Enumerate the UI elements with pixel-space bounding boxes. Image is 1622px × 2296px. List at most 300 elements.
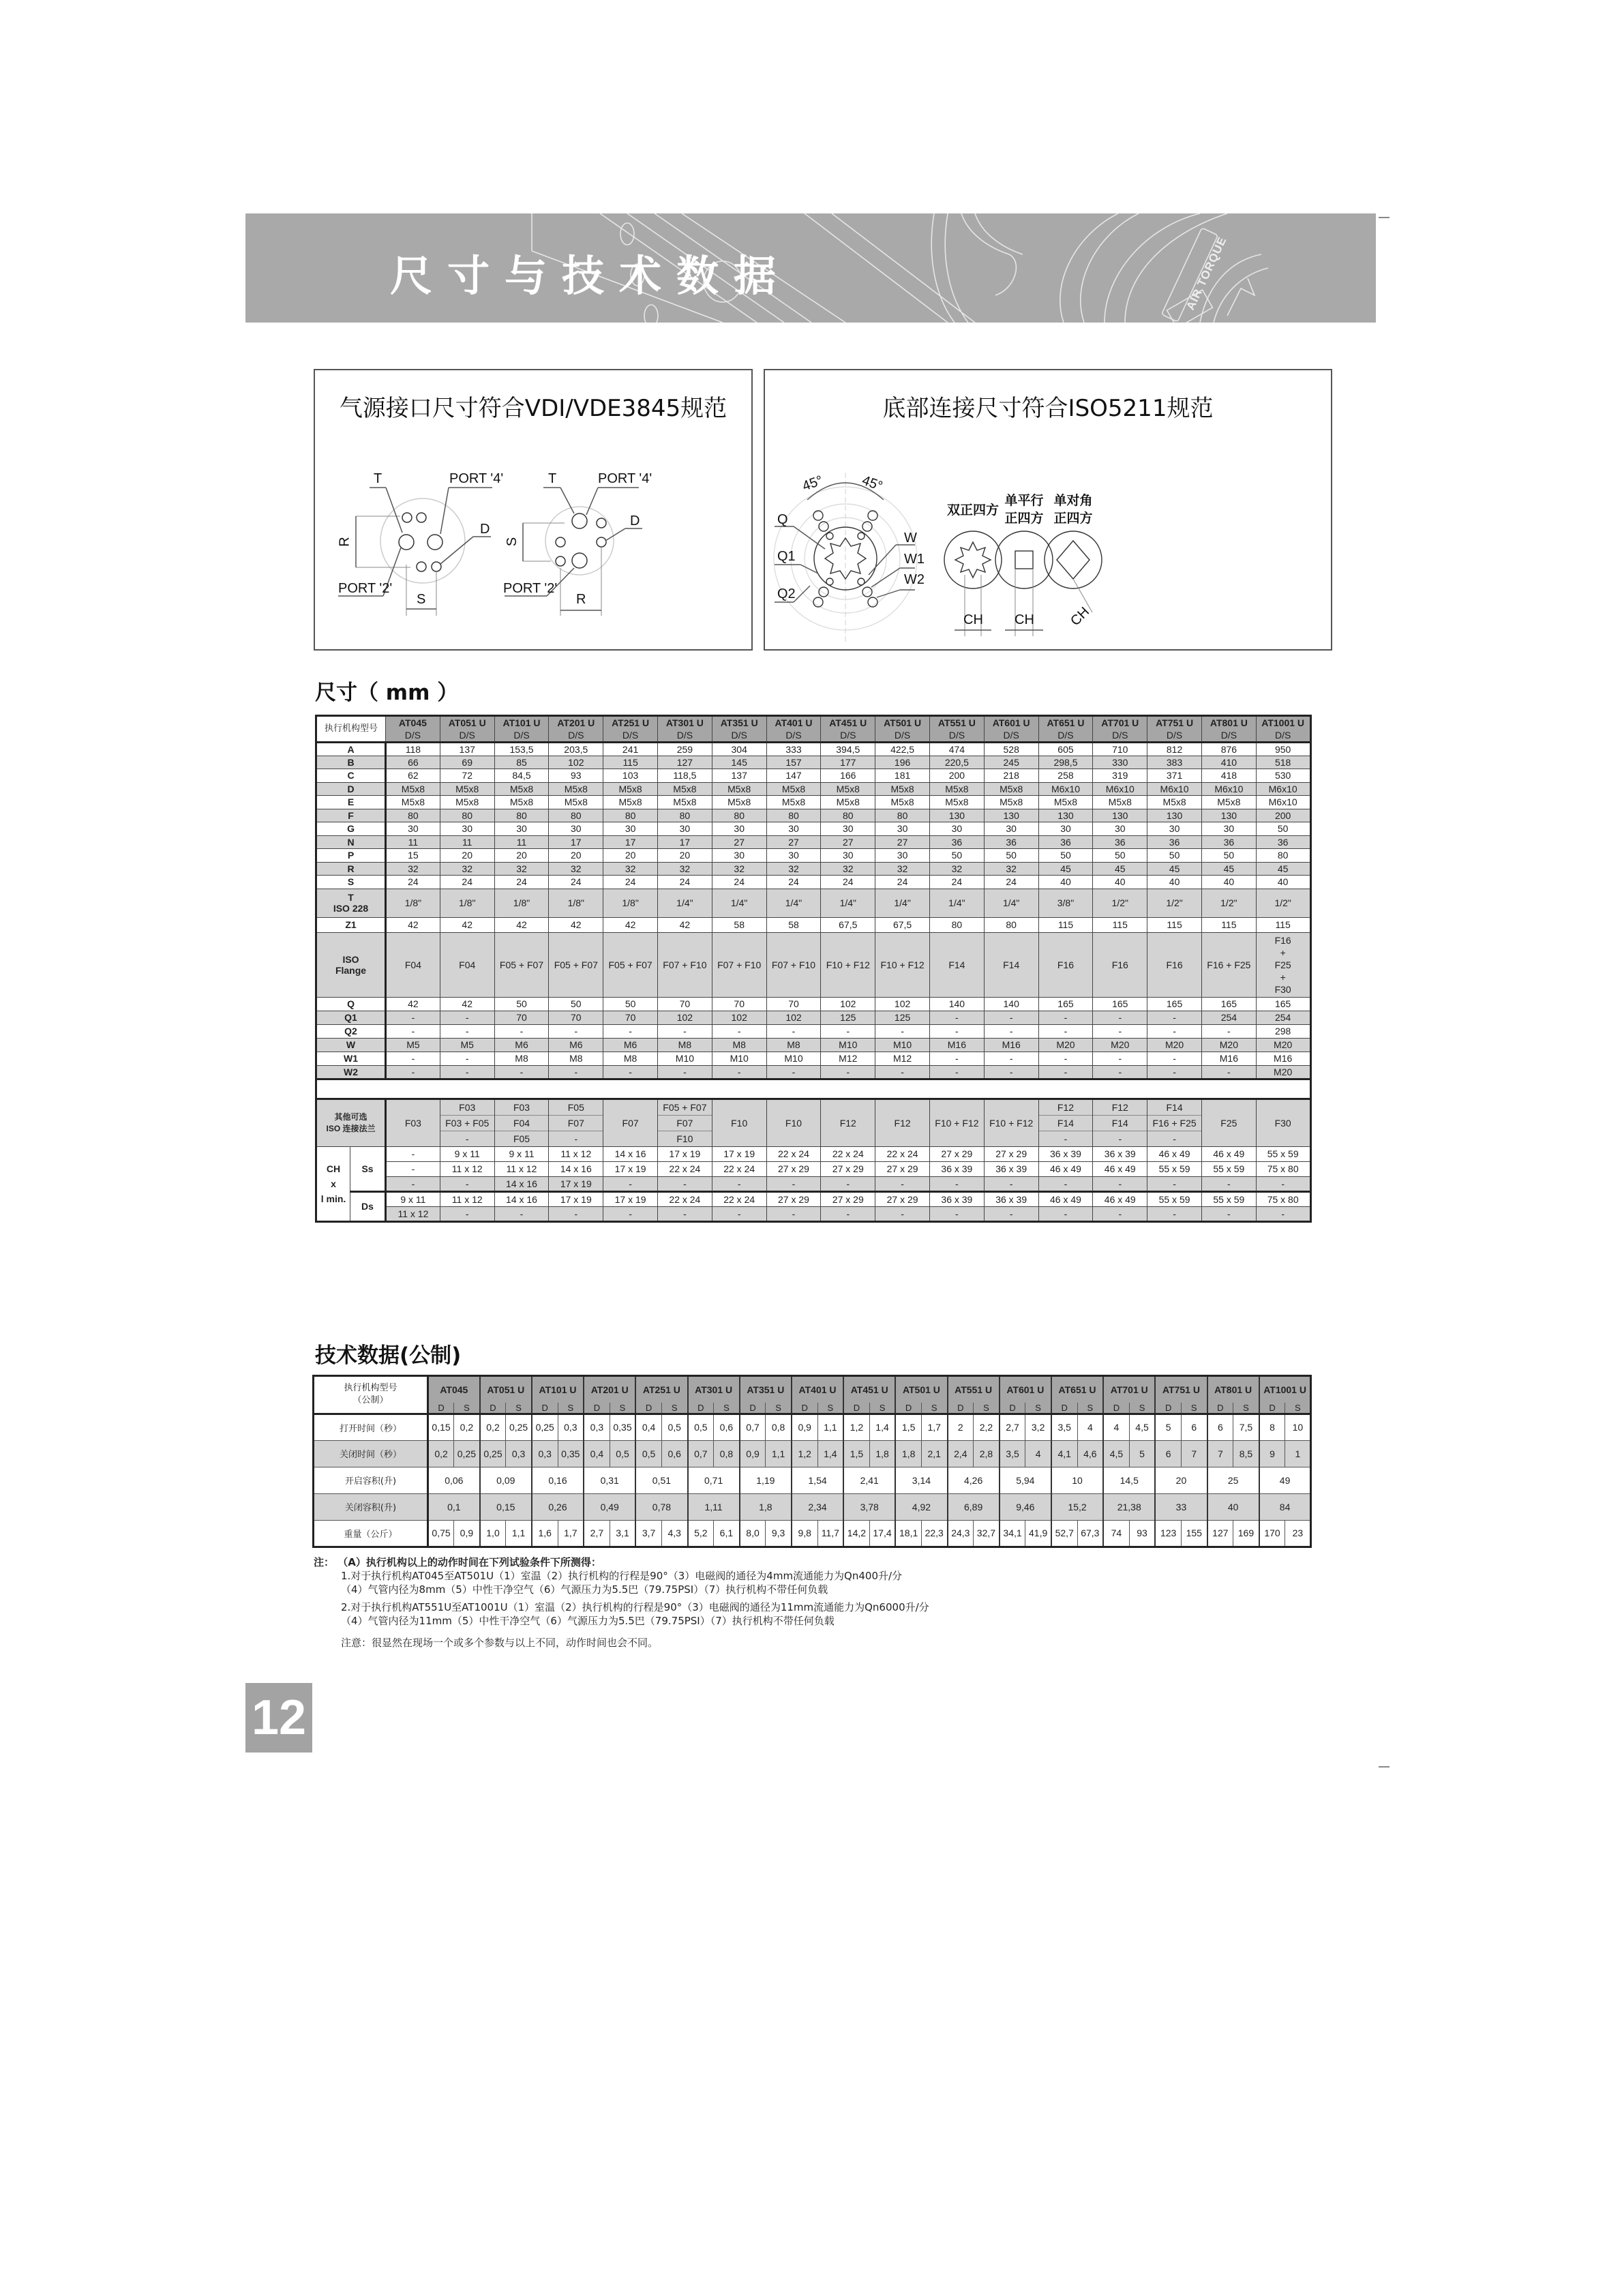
cell: 30 — [1147, 822, 1202, 836]
cell: 3/8" — [1038, 889, 1093, 917]
cell: 32 — [766, 862, 821, 876]
cell: 165 — [1147, 997, 1202, 1011]
cell: - — [440, 1176, 494, 1191]
double-acting-header: D — [1259, 1403, 1285, 1414]
model-header: AT045 — [428, 1376, 480, 1403]
cell: F12 — [875, 1099, 930, 1146]
cell: 0,5 — [688, 1414, 714, 1440]
note-2a: 2.对于执行机构AT551U至AT1001U（1）室温（2）执行机构的行程是90°（3）电磁阀的通径为11mm流通能力为Qn6000升/分 — [341, 1601, 929, 1613]
cell: 36 x 39 — [1038, 1146, 1093, 1161]
cell: F16 — [1038, 932, 1093, 997]
ss-label: Ss — [350, 1146, 386, 1191]
cell: - — [929, 1176, 984, 1191]
cell: 3,5 — [1051, 1414, 1077, 1440]
cell: F03 — [386, 1099, 440, 1146]
cell: 27 x 29 — [766, 1191, 821, 1206]
cell: M5x8 — [1093, 796, 1147, 809]
label-W2: W2 — [904, 572, 925, 587]
cell: F10 — [712, 1099, 766, 1146]
cell: 75 x 80 — [1256, 1191, 1310, 1206]
cell: 80 — [712, 809, 766, 822]
model-name: AT651 U — [1047, 717, 1085, 728]
cell-line: F07 — [549, 1115, 603, 1131]
cell: 42 — [386, 997, 440, 1011]
cell: - — [1093, 1011, 1147, 1024]
label-Q1: Q1 — [777, 549, 796, 564]
cell — [1038, 1099, 1093, 1146]
cell: 1/4" — [821, 889, 875, 917]
note-heading — [314, 1555, 1302, 1569]
row-label-line: ISO — [342, 953, 359, 965]
label-D: D — [630, 513, 640, 528]
cell: 115 — [1256, 917, 1310, 932]
cell: M5x8 — [984, 782, 1038, 796]
corner-line: （公制） — [352, 1395, 389, 1406]
cell — [1256, 932, 1310, 997]
cell: 46 x 49 — [1038, 1191, 1093, 1206]
spring-return-header: S — [1233, 1403, 1259, 1414]
cell: 42 — [440, 917, 494, 932]
cell: 46 x 49 — [1038, 1161, 1093, 1176]
cell: - — [712, 1065, 766, 1079]
double-acting-header: D — [428, 1403, 454, 1414]
cell: M8 — [549, 1052, 603, 1065]
cell: F25 — [1201, 1099, 1256, 1146]
cell: - — [712, 1176, 766, 1191]
cell: 0,3 — [558, 1414, 584, 1440]
cell: 27 x 29 — [766, 1161, 821, 1176]
cell: 32 — [658, 862, 712, 876]
cell: - — [929, 1052, 984, 1065]
cell: 0,5 — [610, 1440, 635, 1467]
cell: 1,6 — [532, 1520, 558, 1547]
cell: F10 + F12 — [929, 1099, 984, 1146]
cell: M5 — [386, 1038, 440, 1052]
cell: 32 — [440, 862, 494, 876]
cell: 102 — [658, 1011, 712, 1024]
row-label: F — [316, 809, 386, 822]
cell: 30 — [984, 822, 1038, 836]
cell: 40 — [1207, 1493, 1259, 1520]
cell: 0,9 — [454, 1520, 480, 1547]
model-header: AT401 U — [792, 1376, 843, 1403]
cell: 33 — [1155, 1493, 1207, 1520]
cell: 75 x 80 — [1256, 1161, 1310, 1176]
cell: 0,2 — [480, 1414, 506, 1440]
ds-label: D/S — [948, 730, 965, 741]
cell: 18,1 — [895, 1520, 921, 1547]
table-row — [314, 1414, 1311, 1440]
table-row — [316, 1024, 1311, 1038]
cell: 17 x 19 — [549, 1176, 603, 1191]
cell: 24 — [821, 876, 875, 889]
cell: - — [1147, 1176, 1202, 1191]
cell: M10 — [658, 1052, 712, 1065]
cell: F12 — [821, 1099, 875, 1146]
cell: 17 x 19 — [712, 1146, 766, 1161]
cell: 74 — [1103, 1520, 1129, 1547]
label-R: R — [576, 592, 586, 607]
cell: 254 — [1201, 1011, 1256, 1024]
cell-line: F03 — [513, 1101, 530, 1113]
model-header: AT701 U — [1103, 1376, 1155, 1403]
model-header: AT201 U — [584, 1376, 635, 1403]
cell: - — [386, 1052, 440, 1065]
cell: 115 — [1093, 917, 1147, 932]
cell: 67,5 — [875, 917, 930, 932]
cell: 165 — [1093, 997, 1147, 1011]
cell: - — [440, 1065, 494, 1079]
model-header — [1147, 716, 1202, 743]
cell: F05 + F07 — [603, 932, 658, 997]
cell: M20 — [1093, 1038, 1147, 1052]
cell: 52,7 — [1051, 1520, 1077, 1547]
cell: 169 — [1233, 1520, 1259, 1547]
cell: 84,5 — [494, 769, 549, 783]
spring-return-header: S — [661, 1403, 687, 1414]
cell: 17 x 19 — [603, 1161, 658, 1176]
row-label-line: T — [348, 892, 354, 903]
cell: F07 + F10 — [712, 932, 766, 997]
ds-label: D/S — [513, 730, 530, 741]
cell: - — [1147, 1011, 1202, 1024]
row-label: 关闭时间（秒） — [314, 1440, 428, 1467]
row-label: G — [316, 822, 386, 836]
cell: M16 — [984, 1038, 1038, 1052]
cell: - — [1256, 1176, 1310, 1191]
model-name: AT451 U — [829, 717, 867, 728]
cell: 22 x 24 — [712, 1191, 766, 1206]
cell: 11 x 12 — [494, 1161, 549, 1176]
model-header — [1256, 716, 1310, 743]
table-header-row — [314, 1403, 1311, 1414]
iso5211-diagram-panel — [764, 369, 1332, 651]
model-name: AT551 U — [937, 717, 976, 728]
label-port-4: PORT '4' — [598, 471, 652, 486]
cell: 22,3 — [921, 1520, 947, 1547]
cell: - — [1147, 1052, 1202, 1065]
label-angle-left: 45° — [800, 473, 825, 494]
row-label: Q1 — [316, 1011, 386, 1024]
cell: 153,5 — [494, 743, 549, 756]
label-D: D — [480, 522, 490, 537]
cell: 1,2 — [792, 1440, 817, 1467]
cell: 0,16 — [532, 1467, 584, 1493]
cell: 46 x 49 — [1201, 1146, 1256, 1161]
table-row — [316, 769, 1311, 783]
row-label — [316, 932, 386, 997]
cell: 0,78 — [635, 1493, 687, 1520]
label-Q: Q — [777, 512, 788, 527]
cell: M5x8 — [603, 782, 658, 796]
double-acting-header: D — [532, 1403, 558, 1414]
cell: - — [1038, 1011, 1093, 1024]
cell: 84 — [1259, 1493, 1311, 1520]
cell: 27 x 29 — [821, 1191, 875, 1206]
label-Q2: Q2 — [777, 586, 796, 601]
cell-line: F12 — [1111, 1101, 1128, 1113]
cell: 0,7 — [688, 1440, 714, 1467]
cell: - — [1201, 1024, 1256, 1038]
cell: 2,4 — [948, 1440, 974, 1467]
model-header: AT751 U — [1155, 1376, 1207, 1403]
cell: 24 — [766, 876, 821, 889]
table-row — [314, 1467, 1311, 1493]
cell: 166 — [821, 769, 875, 783]
model-header — [386, 716, 440, 743]
cell: 0,25 — [480, 1440, 506, 1467]
cell: F07 — [603, 1099, 658, 1146]
table-row — [316, 849, 1311, 863]
cell: 0,2 — [428, 1440, 454, 1467]
ch-label — [316, 1146, 350, 1221]
cell: 8,5 — [1233, 1440, 1259, 1467]
cell: 36 — [984, 835, 1038, 849]
spring-return-header: S — [974, 1403, 1000, 1414]
cell: - — [712, 1206, 766, 1221]
cell: M6x10 — [1256, 782, 1310, 796]
cell: 241 — [603, 743, 658, 756]
spring-return-header: S — [454, 1403, 480, 1414]
cell: 55 x 59 — [1147, 1191, 1202, 1206]
table-row — [316, 932, 1311, 997]
cell: 67,3 — [1077, 1520, 1103, 1547]
cell-line: F03 + F05 — [440, 1115, 494, 1131]
cell: 330 — [1093, 756, 1147, 769]
cell: - — [658, 1065, 712, 1079]
cell: 24,3 — [948, 1520, 974, 1547]
cell: 130 — [984, 809, 1038, 822]
cell: 115 — [1038, 917, 1093, 932]
cell: F10 — [766, 1099, 821, 1146]
cell: - — [603, 1065, 658, 1079]
row-label-line: ISO 228 — [333, 903, 369, 914]
table-row — [316, 1191, 1311, 1206]
cell: 170 — [1259, 1520, 1285, 1547]
cell: 333 — [766, 743, 821, 756]
cell: 36 x 39 — [1093, 1146, 1147, 1161]
cell: 1,7 — [558, 1520, 584, 1547]
cell: 30 — [766, 849, 821, 863]
cell: 298 — [1256, 1024, 1310, 1038]
cell: - — [1093, 1024, 1147, 1038]
cell: - — [549, 1065, 603, 1079]
label-S: S — [505, 537, 520, 547]
model-header — [929, 716, 984, 743]
cell: - — [1256, 1206, 1310, 1221]
cell: M5x8 — [712, 782, 766, 796]
cell-line: F05 — [495, 1131, 549, 1146]
cell — [658, 1099, 712, 1146]
label-angle-right: 45° — [860, 473, 885, 494]
cell: 181 — [875, 769, 930, 783]
cell: 24 — [440, 876, 494, 889]
cell: M10 — [875, 1038, 930, 1052]
cell: 6 — [1155, 1440, 1181, 1467]
cell: 14 x 16 — [494, 1191, 549, 1206]
cell: F10 + F12 — [875, 932, 930, 997]
cell: M5x8 — [386, 782, 440, 796]
cell: M6x10 — [1093, 782, 1147, 796]
cell: 50 — [494, 997, 549, 1011]
cell: M5x8 — [766, 796, 821, 809]
spring-return-header: S — [610, 1403, 635, 1414]
cell: 1,0 — [480, 1520, 506, 1547]
cell: M5x8 — [766, 782, 821, 796]
cell: 42 — [549, 917, 603, 932]
cell: - — [821, 1024, 875, 1038]
row-label: 打开时间（秒） — [314, 1414, 428, 1440]
cell: M5x8 — [494, 782, 549, 796]
cell: 812 — [1147, 743, 1202, 756]
cell: 6 — [1181, 1414, 1207, 1440]
cell: 1/2" — [1256, 889, 1310, 917]
model-name: AT201 U — [557, 717, 595, 728]
model-header: AT101 U — [532, 1376, 584, 1403]
cell: 40 — [1256, 876, 1310, 889]
ds-label: D/S — [1003, 730, 1019, 741]
cell: - — [1093, 1206, 1147, 1221]
cell-line: F16 + F25 — [1147, 1115, 1201, 1131]
drive-type-single-parallel — [997, 492, 1051, 527]
cell: 36 x 39 — [984, 1161, 1038, 1176]
row-label-line: ISO 连接法兰 — [326, 1123, 376, 1133]
cell: 20 — [1155, 1467, 1207, 1493]
cell: 0,7 — [740, 1414, 766, 1440]
cell: 42 — [440, 997, 494, 1011]
cell: 34,1 — [1000, 1520, 1025, 1547]
cell: - — [440, 1011, 494, 1024]
cell: M6 — [549, 1038, 603, 1052]
cell: 259 — [658, 743, 712, 756]
cell: 11 x 12 — [549, 1146, 603, 1161]
cell: 0,26 — [532, 1493, 584, 1520]
cell: - — [875, 1065, 930, 1079]
cell: 130 — [1201, 809, 1256, 822]
cell: - — [712, 1024, 766, 1038]
cell: 36 — [929, 835, 984, 849]
cell: 17 — [658, 835, 712, 849]
cell: 2,8 — [974, 1440, 1000, 1467]
note-2b: （4）气管内径为11mm（5）中性干净空气（6）气源压力为5.5巴（79.75PSI）（7）执行机构不带任何负载 — [341, 1615, 835, 1627]
row-label — [316, 1099, 386, 1146]
cell: 0,15 — [428, 1414, 454, 1440]
notes-section — [314, 1555, 1302, 1650]
cell: M10 — [712, 1052, 766, 1065]
cell: 1,4 — [817, 1440, 843, 1467]
page-title: 尺寸与技术数据 — [390, 251, 792, 301]
cell: 1/2" — [1201, 889, 1256, 917]
cell: 1,7 — [921, 1414, 947, 1440]
double-acting-header: D — [1051, 1403, 1077, 1414]
cell: 27 x 29 — [875, 1161, 930, 1176]
cell: 410 — [1201, 756, 1256, 769]
cell-line: + — [1280, 971, 1286, 983]
cell: 32 — [549, 862, 603, 876]
cell: 58 — [712, 917, 766, 932]
ch-label-line: l min. — [320, 1193, 346, 1204]
cell: M5x8 — [1201, 796, 1256, 809]
label-port-2: PORT '2' — [338, 581, 393, 596]
cell: 258 — [1038, 769, 1093, 783]
ds-label: D/S — [1112, 730, 1128, 741]
cell: - — [766, 1206, 821, 1221]
cell: - — [494, 1206, 549, 1221]
cell: 20 — [603, 849, 658, 863]
cell: 422,5 — [875, 743, 930, 756]
cell: M20 — [1256, 1065, 1310, 1079]
cell: 196 — [875, 756, 930, 769]
cell: M5x8 — [1147, 796, 1202, 809]
cell: 14,2 — [843, 1520, 869, 1547]
cell: M5x8 — [875, 782, 930, 796]
cell: 319 — [1093, 769, 1147, 783]
cell: 0,51 — [635, 1467, 687, 1493]
cell: F14 — [984, 932, 1038, 997]
cell: 0,6 — [661, 1440, 687, 1467]
cell: - — [386, 1146, 440, 1161]
cell: 518 — [1256, 756, 1310, 769]
cell: - — [440, 1206, 494, 1221]
cell: 30 — [821, 822, 875, 836]
label-W: W — [904, 531, 917, 546]
cell: 14 x 16 — [494, 1176, 549, 1191]
cell: 70 — [494, 1011, 549, 1024]
cell: 80 — [766, 809, 821, 822]
cell: 165 — [1038, 997, 1093, 1011]
cell: 2,7 — [1000, 1414, 1025, 1440]
cell: - — [549, 1206, 603, 1221]
cell: 140 — [929, 997, 984, 1011]
cell: F10 + F12 — [984, 1099, 1038, 1146]
cell: 30 — [821, 849, 875, 863]
cell: 42 — [386, 917, 440, 932]
cell: 30 — [549, 822, 603, 836]
cell: 24 — [494, 876, 549, 889]
row-label-line: 其他可选 — [334, 1112, 367, 1122]
cell: 72 — [440, 769, 494, 783]
cell — [1147, 1099, 1202, 1146]
cell: 30 — [875, 849, 930, 863]
table-row — [314, 1440, 1311, 1467]
cell: 50 — [929, 849, 984, 863]
model-header: AT051 U — [480, 1376, 532, 1403]
cell: 1/8" — [440, 889, 494, 917]
model-name: AT601 U — [992, 717, 1030, 728]
cell: 218 — [984, 769, 1038, 783]
cell: - — [386, 1161, 440, 1176]
cell: 1,1 — [766, 1440, 792, 1467]
row-label: R — [316, 862, 386, 876]
cell-line: F25 — [1274, 959, 1291, 970]
dimensions-table — [315, 715, 1312, 1223]
cell: 1,5 — [843, 1440, 869, 1467]
cell: M20 — [1038, 1038, 1093, 1052]
cell: 1/4" — [929, 889, 984, 917]
cell: - — [1201, 1206, 1256, 1221]
cell: 17,4 — [869, 1520, 895, 1547]
cell: 137 — [440, 743, 494, 756]
label-R: R — [337, 537, 352, 547]
row-label: N — [316, 835, 386, 849]
label-CH: CH — [963, 612, 983, 627]
cell: M8 — [603, 1052, 658, 1065]
diagram-title: 底部连接尺寸符合ISO5211规范 — [882, 395, 1214, 422]
ds-label: D/S — [1166, 730, 1183, 741]
double-acting-header: D — [1155, 1403, 1181, 1414]
cell: - — [821, 1206, 875, 1221]
cell: - — [1038, 1024, 1093, 1038]
